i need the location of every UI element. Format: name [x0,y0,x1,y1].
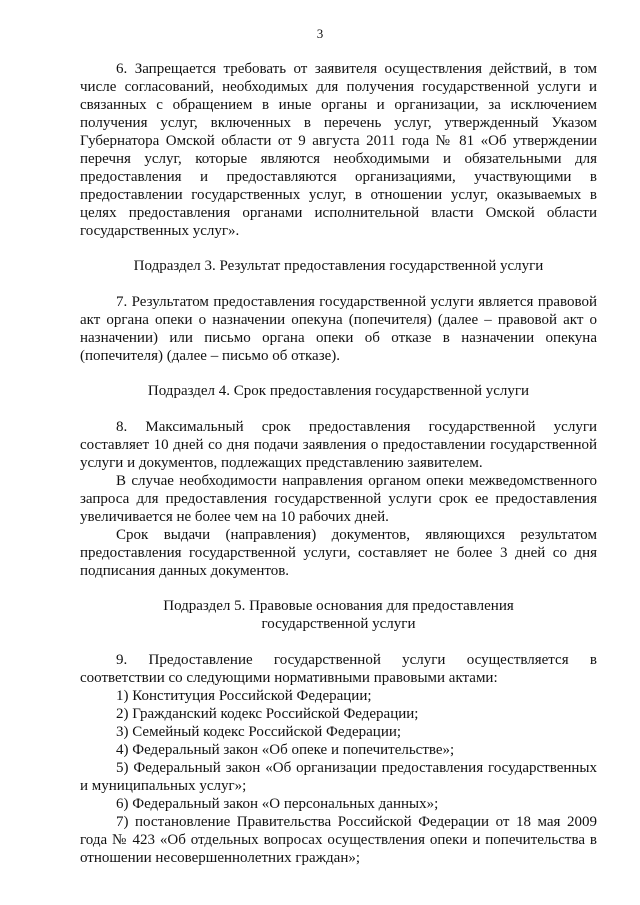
paragraph-9: 9. Предоставление государственной услуги осуществляется в соответствии со следующими нормативными правовыми актами: [80,652,597,686]
legal-act-item: 4) Федеральный закон «Об опеке и попечительстве»; [116,742,455,758]
subsection-4-heading: Подраздел 4. Срок предоставления государственной услуги [147,383,530,399]
legal-act-item: 5) Федеральный закон «Об организации предоставления государственных и муниципальных услуг»; [80,760,597,794]
subsection-5-heading-line-2: государственной услуги [261,616,416,632]
subsection-3-heading: Подраздел 3. Результат предоставления государственной услуги [133,258,544,274]
legal-act-item: 6) Федеральный закон «О персональных данных»; [116,796,439,812]
paragraph-7: 7. Результатом предоставления государственной услуги является правовой акт органа опеки о назначении опекуна (попечителя) (далее – правовой акт о назначении) или письмо органа опеки об отказе в назначении опекуна (попечителя) (далее – письмо об отказе). [80,294,597,364]
legal-act-item: 1) Конституция Российской Федерации; [116,688,372,704]
legal-act-item: 3) Семейный кодекс Российской Федерации; [116,724,402,740]
paragraph-6: 6. Запрещается требовать от заявителя осуществления действий, в том числе согласований, необходимых для получения государственной услуги и связанных с обращением в иные органы и организации, за исключением получения услуг, включенных в перечень услуг, утвержденный Указом Губернатора Омской области от 9 августа 2011 года № 81 «Об утверждении перечня услуг, которые являются необходимыми и обязательными для предоставления и предоставляются организациями, участвующими в предоставлении государственных услуг, в отношении услуг, оказываемых в целях предоставления органами исполнительной власти Омской области государственных услуг». [80,61,597,239]
paragraph-8-interagency: В случае необходимости направления органом опеки межведомственного запроса для предоставления государственной услуги срок ее предоставления увеличивается не более чем на 10 рабочих дней. [80,473,597,525]
legal-act-item: 2) Гражданский кодекс Российской Федерации; [116,706,419,722]
paragraph-8-issue-term: Срок выдачи (направления) документов, являющихся результатом предоставления государственной услуги, составляет не более 3 дней со дня подписания данных документов. [80,527,597,579]
page-number: 3 [316,26,324,41]
paragraph-8: 8. Максимальный срок предоставления государственной услуги составляет 10 дней со дня подачи заявления о предоставлении государственной услуги и документов, подлежащих представлению заявителем. [80,419,597,471]
legal-act-item: 7) постановление Правительства Российской Федерации от 18 мая 2009 года № 423 «Об отдельных вопросах осуществления опеки и попечительства в отношении несовершеннолетних граждан»; [80,814,597,866]
document-body [80,60,597,867]
subsection-5-heading-line-1: Подраздел 5. Правовые основания для предоставления [163,598,514,614]
